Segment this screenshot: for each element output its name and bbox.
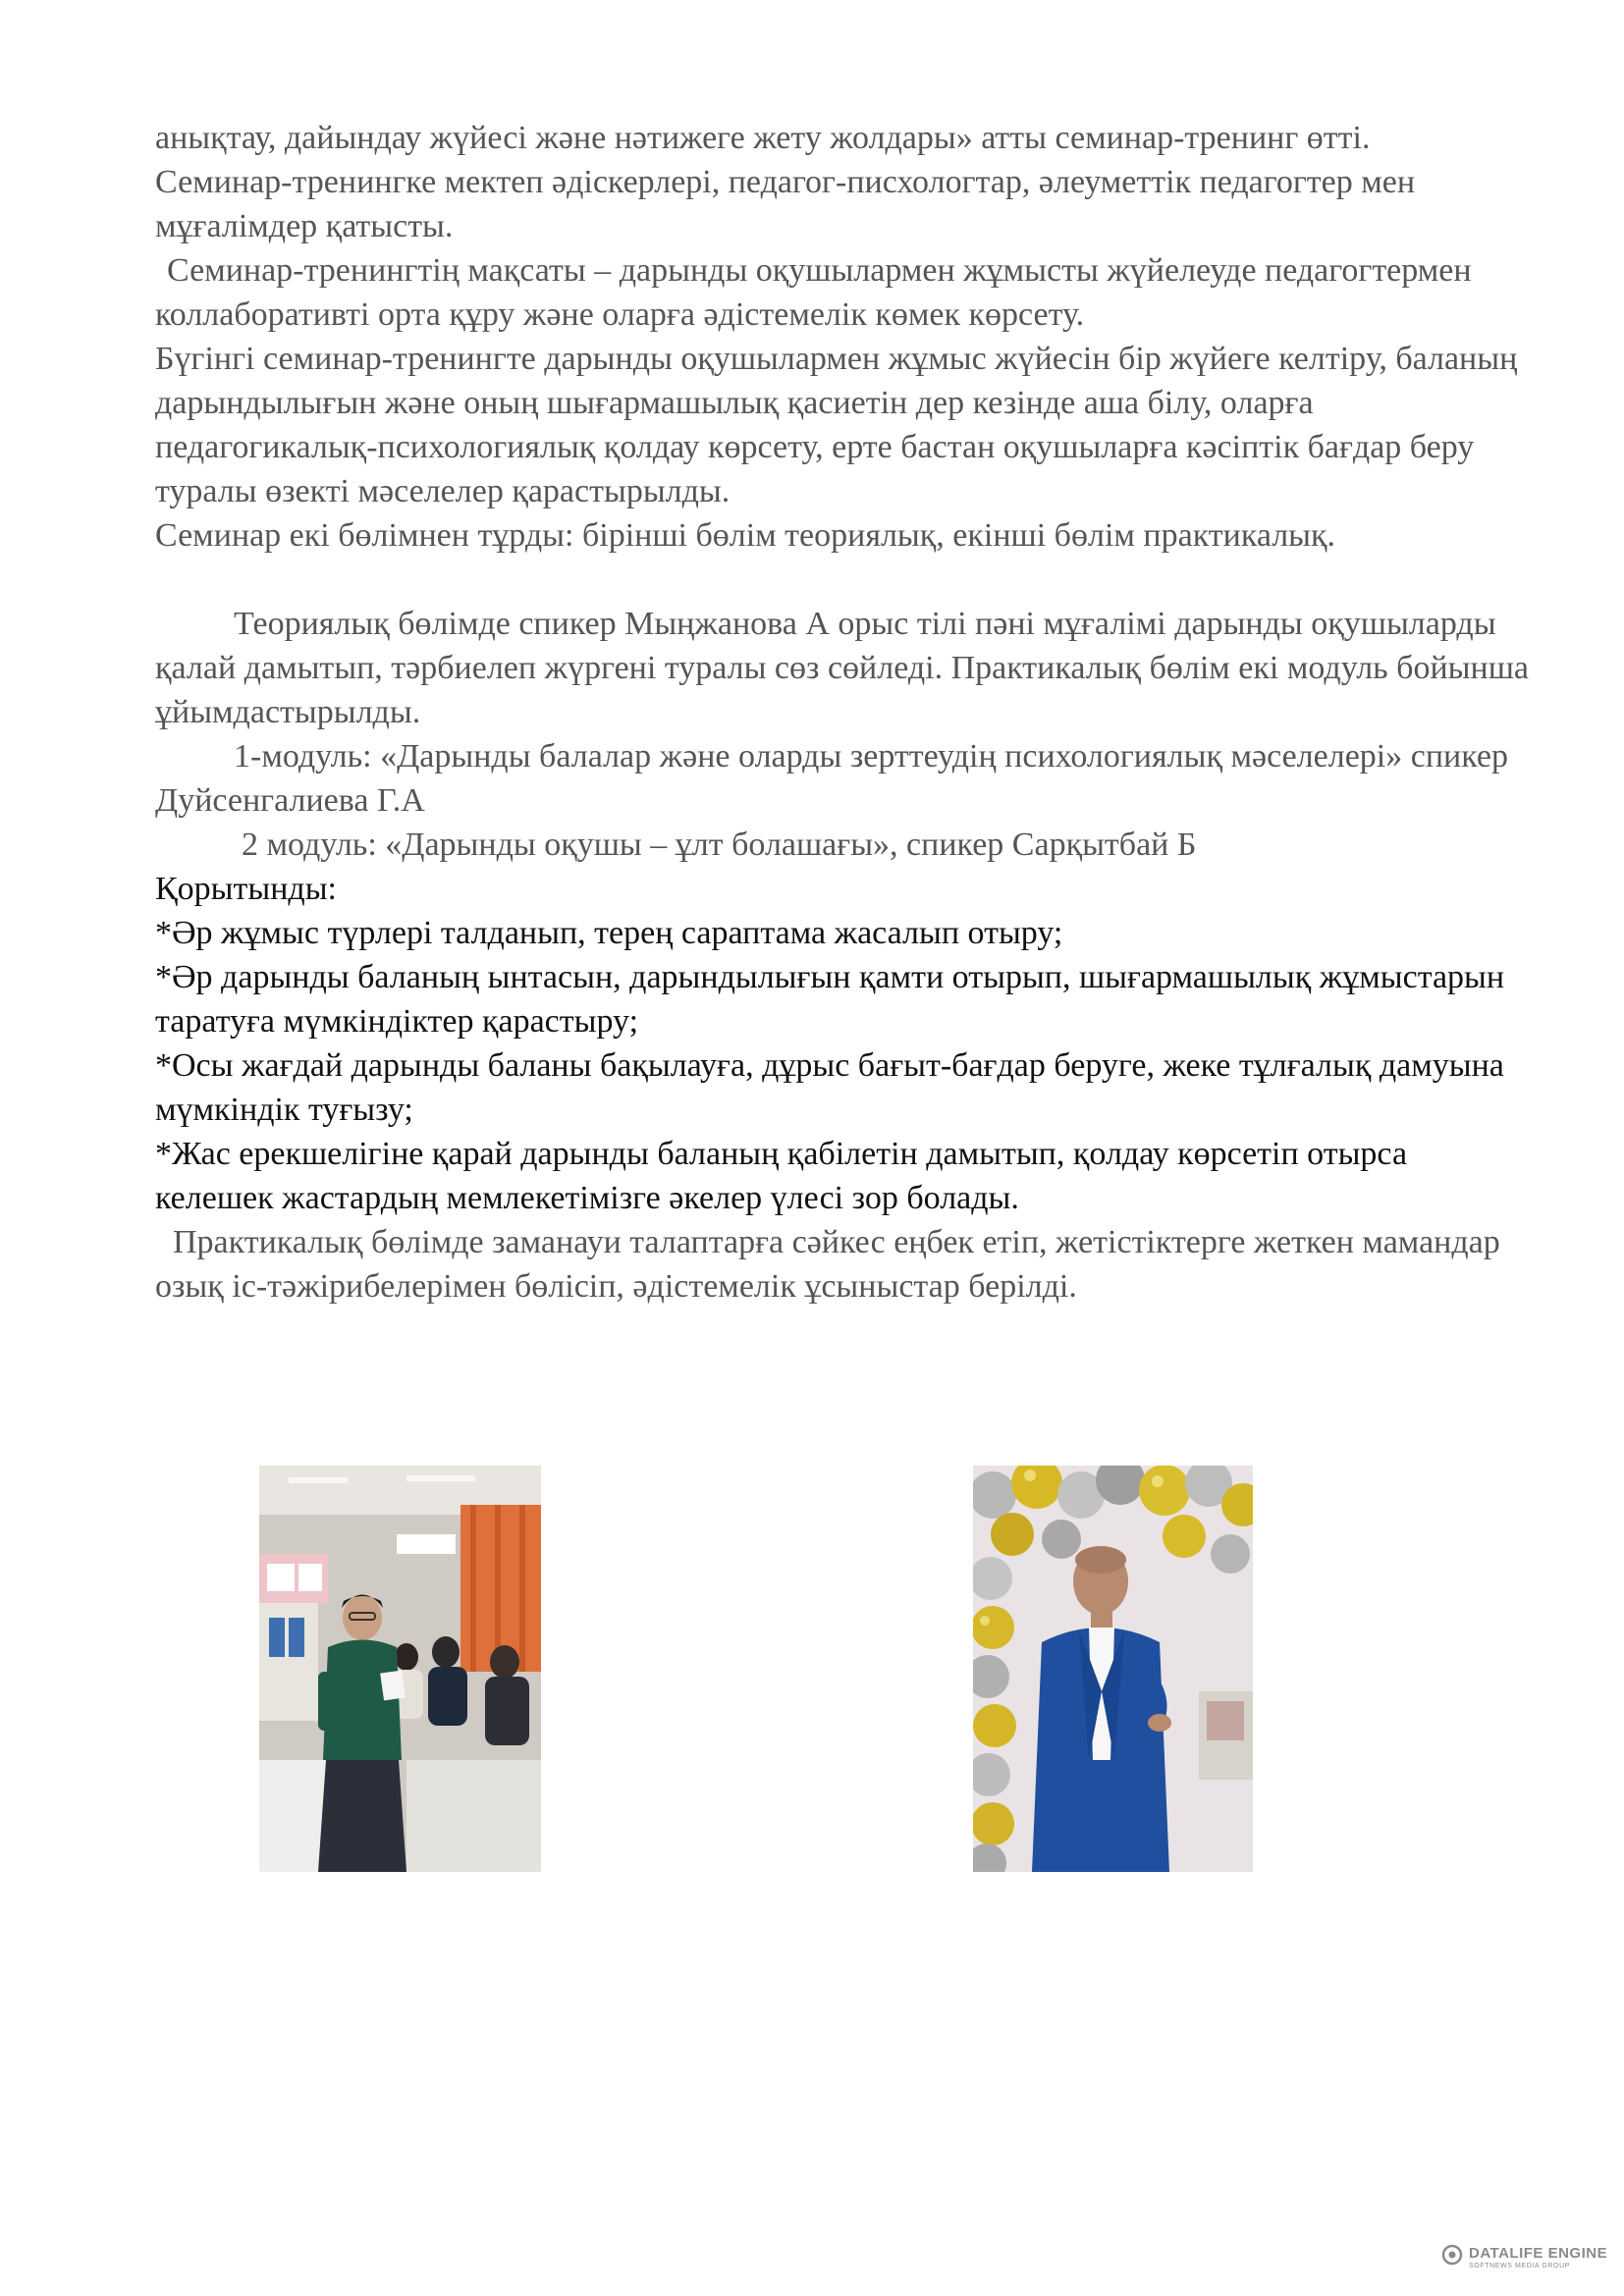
watermark-title: DATALIFE ENGINE [1469, 2244, 1608, 2262]
watermark-subtitle: SOFTNEWS MEDIA GROUP [1469, 2262, 1571, 2269]
paragraph-theory: Теориялық бөлімде спикер Мыңжанова А орыс тілі пәні мұғалімі дарынды оқушыларды қалай дамытып, тәрбиелеп жүргені туралы сөз сөйледі. Практикалық бөлім екі модуль бойынша ұйымдастырылды. [155, 606, 1529, 730]
conclusion-item: *Осы жағдай дарынды баланы бақылауға, дұрыс бағыт-бағдар беруге, жеке тұлғалық дамуына мүмкіндік туғызу; [155, 1047, 1504, 1128]
conclusion-item: *Әр дарынды баланың ынтасын, дарындылығын қамти отырып, шығармашылық жұмыстарын таратуға мүмкіндіктер қарастыру; [155, 959, 1505, 1040]
seminar-photo-woman-speaking [259, 1466, 541, 1872]
paragraph-closing: Практикалық бөлімде заманауи талаптарға сәйкес еңбек етіп, жетістіктерге жеткен мамандар озық іс-тәжірибелерімен бөлісіп, әдістемелік ұсыныстар берілді. [155, 1224, 1500, 1305]
paragraph-participants: Семинар-тренингке мектеп әдіскерлері, педагог-писхологтар, әлеуметтік педагогтер мен мұғалімдер қатысты. [155, 164, 1416, 244]
datalife-logo-icon [1441, 2244, 1463, 2270]
paragraph-goal: Семинар-тренингтің мақсаты – дарынды оқушылармен жұмысты жүйелеуде педагогтермен коллаборативті орта құру және оларға әдістемелік көмек көрсету. [155, 252, 1472, 333]
conclusion-item: *Жас ерекшелігіне қарай дарынды баланың қабілетін дамытып, қолдау көрсетіп отырса келешек жастардың мемлекетімізге әкелер үлесі зор болады. [155, 1136, 1408, 1216]
datalife-engine-watermark [1441, 2244, 1607, 2270]
conclusion-item: *Әр жұмыс түрлері талданып, терең сараптама жасалып отыру; [155, 915, 1063, 951]
paragraph-topics: Бүгінгі семинар-тренингте дарынды оқушылармен жұмыс жүйесін бір жүйеге келтіру, баланың дарындылығын және оның шығармашылық қасиетін дер кезінде аша білу, оларға педагогикалық-психологиялық қолдау көрсету, ерте бастан оқушыларға кәсіптік бағдар беру туралы өзекті мәселелер қарастырылды. [155, 341, 1518, 509]
seminar-photo-man-speaking [973, 1466, 1253, 1872]
paragraph-module-2: 2 модуль: «Дарынды оқушы – ұлт болашағы», спикер Сарқытбай Б [242, 827, 1197, 863]
paragraph-intro: анықтау, дайындау жүйесі және нәтижеге жету жолдары» атты семинар-тренинг өтті. [155, 120, 1371, 156]
document-body [155, 116, 1530, 1308]
paragraph-module-1: 1-модуль: «Дарынды балалар және оларды зерттеудің психологиялық мәселелері» спикер Дуйсенгалиева Г.А [155, 738, 1508, 819]
paragraph-structure: Семинар екі бөлімнен тұрды: бірінші бөлім теориялық, екінші бөлім практикалық. [155, 517, 1336, 554]
conclusion-heading: Қорытынды: [155, 871, 338, 907]
